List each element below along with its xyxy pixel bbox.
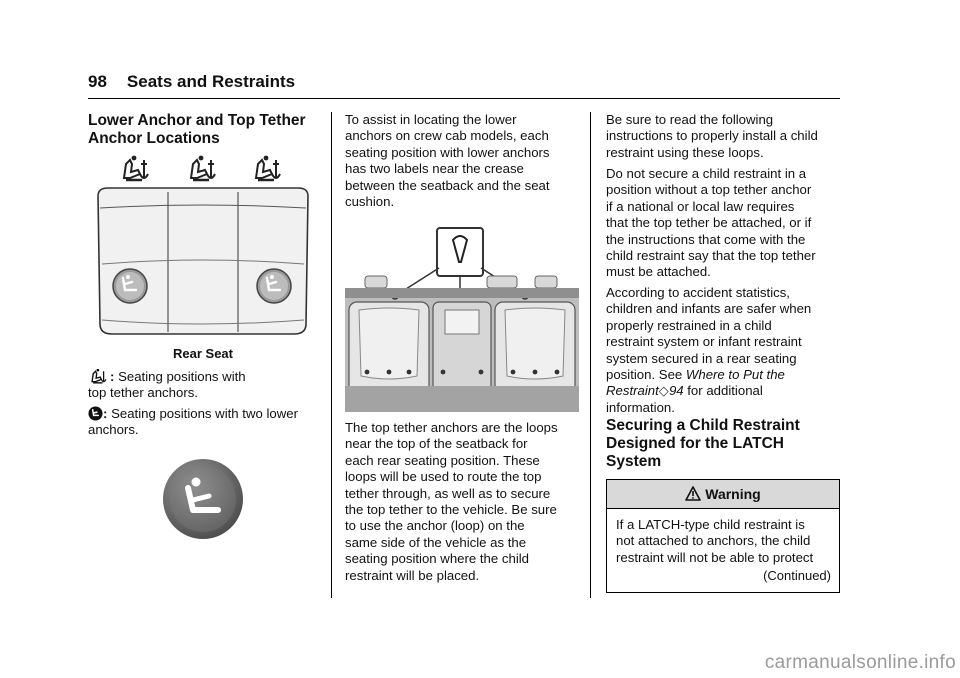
legend-tether-text-2: top tether anchors. bbox=[88, 385, 198, 401]
section-title: Seats and Restraints bbox=[126, 72, 296, 91]
warning-header bbox=[607, 480, 839, 509]
text-line: child restraint say that the top tether bbox=[606, 248, 816, 264]
cross-ref-link[interactable]: Where to Put the bbox=[685, 367, 785, 383]
column-2-para-1 bbox=[345, 112, 585, 210]
page-ref-number[interactable]: 94 bbox=[668, 383, 684, 399]
column-divider-right bbox=[590, 112, 591, 598]
text-line: restraint system or infant restraint bbox=[606, 334, 802, 350]
tether-icon-left bbox=[124, 156, 148, 180]
heading-line: Designed for the LATCH bbox=[606, 435, 784, 452]
child-seat-tether-icon bbox=[88, 369, 110, 384]
text-line: system secured in a rear seating bbox=[606, 350, 797, 366]
legend-lower bbox=[88, 406, 328, 439]
heading-latch bbox=[606, 417, 846, 471]
page-number: 98 bbox=[88, 72, 107, 91]
text-line: The top tether anchors are the loops bbox=[345, 420, 558, 435]
cross-ref-link-cont[interactable]: Restraint bbox=[606, 383, 659, 399]
text-line: To assist in locating the lower bbox=[345, 112, 517, 127]
tether-icon-right bbox=[256, 156, 280, 180]
text-line: loops will be used to route the top bbox=[345, 469, 542, 485]
text-line: between the seatback and the seat bbox=[345, 177, 550, 193]
text-line: the instructions that come with the bbox=[606, 231, 806, 247]
column-1 bbox=[88, 112, 323, 148]
text-line: restraint will not be able to protect bbox=[616, 549, 814, 565]
text-line: position without a top tether anchor bbox=[606, 182, 812, 198]
text-line: According to accident statistics, bbox=[606, 285, 790, 300]
text-line bbox=[606, 367, 846, 383]
text-line: if a national or local law requires bbox=[606, 198, 795, 214]
text-line: restraint will be placed. bbox=[345, 567, 480, 583]
figure-caption: Rear Seat bbox=[173, 346, 233, 361]
text-line: not attached to anchors, the child bbox=[616, 533, 811, 549]
page-ref-icon: ◇ bbox=[658, 383, 669, 399]
column-3-para-2 bbox=[606, 166, 846, 281]
text-line: that the top tether be attached, or if bbox=[606, 215, 812, 231]
warning-triangle-icon bbox=[685, 486, 701, 501]
text-line: seating position where the child bbox=[345, 551, 530, 567]
text-line: information. bbox=[606, 399, 675, 415]
text-line: each rear seating position. These bbox=[345, 452, 540, 468]
column-3-para-1 bbox=[606, 112, 846, 161]
legend-lower-colon: : bbox=[103, 406, 108, 421]
text-line: near the top of the seatback for bbox=[345, 436, 528, 452]
page-header bbox=[88, 72, 295, 92]
heading-line: Lower Anchor and Top Tether bbox=[88, 112, 306, 129]
text-fragment: position. See bbox=[606, 367, 686, 383]
text-line: properly restrained in a child bbox=[606, 317, 772, 333]
column-divider-left bbox=[331, 112, 332, 598]
lower-anchor-icon-right bbox=[257, 269, 291, 303]
warning-title: Warning bbox=[705, 486, 761, 502]
text-line: to use the anchor (loop) on the bbox=[345, 518, 525, 534]
tether-loops-figure bbox=[345, 226, 579, 412]
column-2-para-2 bbox=[345, 420, 585, 584]
text-line: tether through, as well as to secure bbox=[345, 485, 551, 501]
text-line: must be attached. bbox=[606, 264, 711, 280]
text-line: children and infants are safer when bbox=[606, 301, 812, 317]
legend-tether bbox=[88, 369, 328, 402]
legend-lower-text-1: Seating positions with two lower bbox=[111, 406, 298, 421]
text-line: seating position with lower anchors bbox=[345, 144, 550, 160]
text-line: If a LATCH-type child restraint is bbox=[616, 517, 805, 532]
legend-lower-text-2: anchors. bbox=[88, 422, 139, 438]
rear-seat-figure bbox=[92, 152, 314, 340]
text-line: cushion. bbox=[345, 194, 395, 210]
text-line: has two labels near the crease bbox=[345, 161, 524, 177]
heading-anchor-locations bbox=[88, 112, 323, 148]
lower-anchor-symbol bbox=[162, 458, 244, 540]
text-fragment: for additional bbox=[683, 383, 763, 399]
text-line: instructions to properly install a child bbox=[606, 128, 818, 144]
text-line: Be sure to read the following bbox=[606, 112, 774, 127]
text-line: the top tether to the vehicle. Be sure bbox=[345, 502, 557, 518]
text-line: same side of the vehicle as the bbox=[345, 534, 527, 550]
heading-line: Anchor Locations bbox=[88, 130, 220, 147]
child-seat-lower-anchor-icon bbox=[88, 406, 103, 421]
text-line: restraint using these loops. bbox=[606, 144, 764, 160]
header-rule bbox=[88, 98, 840, 99]
tether-icon-center bbox=[191, 156, 215, 180]
text-line: Do not secure a child restraint in a bbox=[606, 166, 807, 181]
legend-tether-text-1: Seating positions with bbox=[118, 369, 246, 384]
text-line: anchors on crew cab models, each bbox=[345, 128, 549, 144]
continued-label: (Continued) bbox=[763, 568, 831, 584]
text-line bbox=[606, 383, 846, 399]
seat-outline bbox=[98, 188, 308, 334]
heading-line: Securing a Child Restraint bbox=[606, 417, 800, 434]
warning-body bbox=[607, 509, 839, 589]
column-3-para-3 bbox=[606, 285, 846, 416]
legend-tether-colon: : bbox=[110, 369, 115, 384]
heading-line: System bbox=[606, 453, 662, 470]
watermark: carmanualsonline.info bbox=[764, 652, 956, 673]
lower-anchor-icon-left bbox=[113, 269, 147, 303]
warning-box bbox=[606, 479, 840, 593]
